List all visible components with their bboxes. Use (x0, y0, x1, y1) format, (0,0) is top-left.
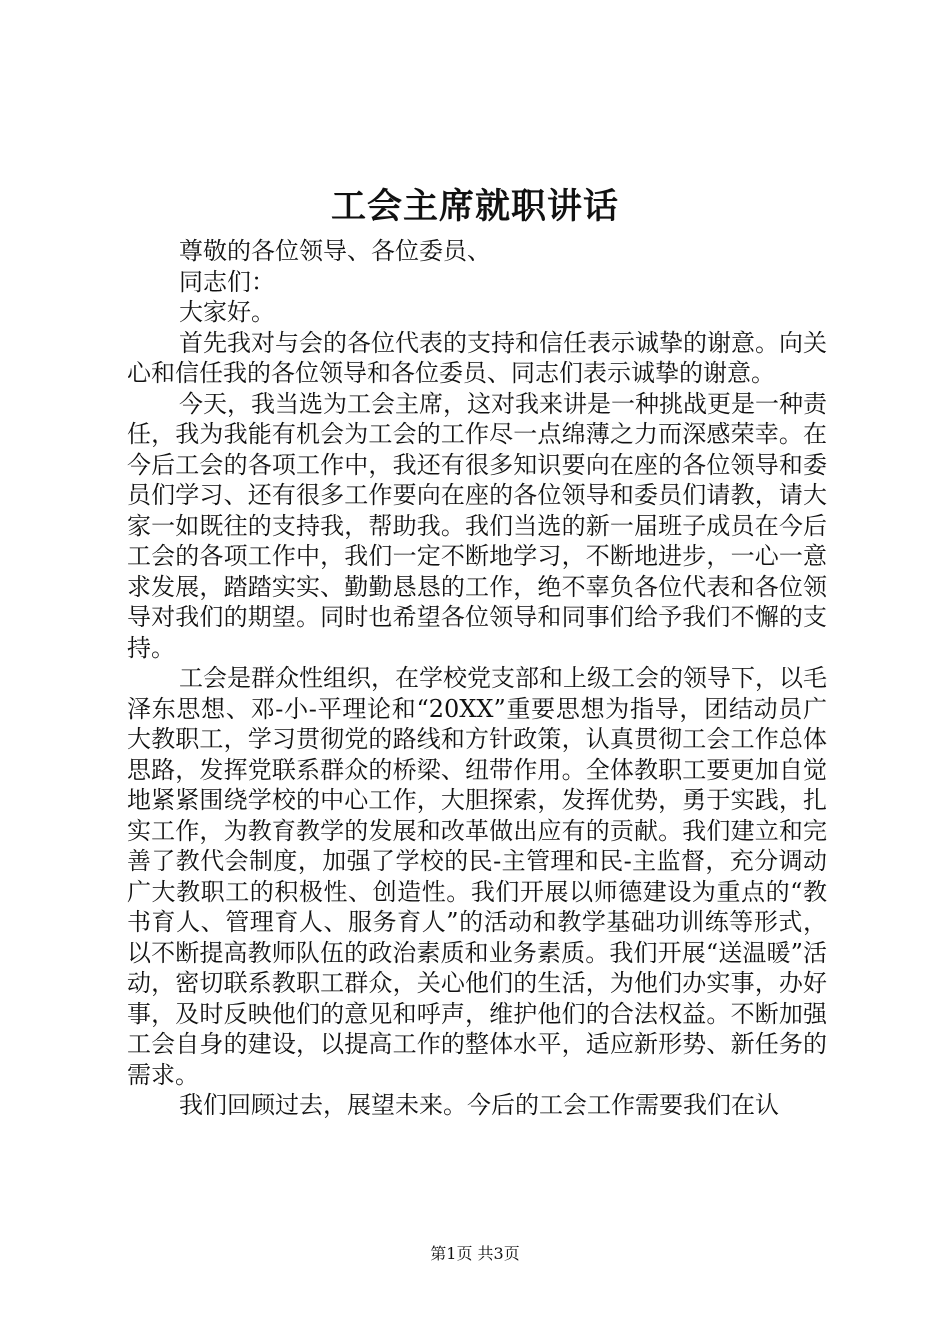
body-paragraph: 首先我对与会的各位代表的支持和信任表示诚挚的谢意。向关心和信任我的各位领导和各位委员、同志们表示诚挚的谢意。 (127, 328, 827, 387)
salutation-line-1: 尊敬的各位领导、各位委员、 (179, 237, 491, 265)
body-paragraph: 我们回顾过去，展望未来。今后的工会工作需要我们在认 (179, 1091, 779, 1119)
body-paragraph: 今天，我当选为工会主席，这对我来讲是一种挑战更是一种责任，我为我能有机会为工会的工作尽一点绵薄之力而深感荣幸。在今后工会的各项工作中，我还有很多知识要向在座的各位领导和委员们学习、还有很多工作要向在座的各位领导和委员们请教，请大家一如既往的支持我，帮助我。我们当选的新一届班子成员在今后工会的各项工作中，我们一定不断地学习，不断地进步，一心一意求发展，踏踏实实、勤勤恳恳的工作，绝不辜负各位代表和各位领导对我们的期望。同时也希望各位领导和同事们给予我们不懈的支持。 (127, 389, 827, 662)
document-body (127, 236, 827, 1121)
page-number-footer: 第1页 共3页 (430, 1244, 520, 1263)
body-paragraph: 工会是群众性组织，在学校党支部和上级工会的领导下，以毛泽东思想、邓-小-平理论和“20XX”重要思想为指导，团结动员广大教职工，学习贯彻党的路线和方针政策，认真贯彻工会工作总体思路，发挥党联系群众的桥梁、纽带作用。全体教职工要更加自觉地紧紧围绕学校的中心工作，大胆探索，发挥优势，勇于实践，扎实工作，为教育教学的发展和改革做出应有的贡献。我们建立和完善了教代会制度，加强了学校的民-主管理和民-主监督，充分调动广大教职工的积极性、创造性。我们开展以师德建设为重点的“教书育人、管理育人、服务育人”的活动和教学基础功训练等形式，以不断提高教师队伍的政治素质和业务素质。我们开展“送温暖”活动，密切联系教职工群众，关心他们的生活，为他们办实事，办好事，及时反映他们的意见和呼声，维护他们的合法权益。不断加强工会自身的建设，以提高工作的整体水平，适应新形势、新任务的需求。 (127, 664, 827, 1089)
salutation-line-2: 同志们： (179, 267, 275, 296)
document-title: 工会主席就职讲话 (330, 186, 619, 227)
greeting-line: 大家好。 (179, 298, 275, 326)
